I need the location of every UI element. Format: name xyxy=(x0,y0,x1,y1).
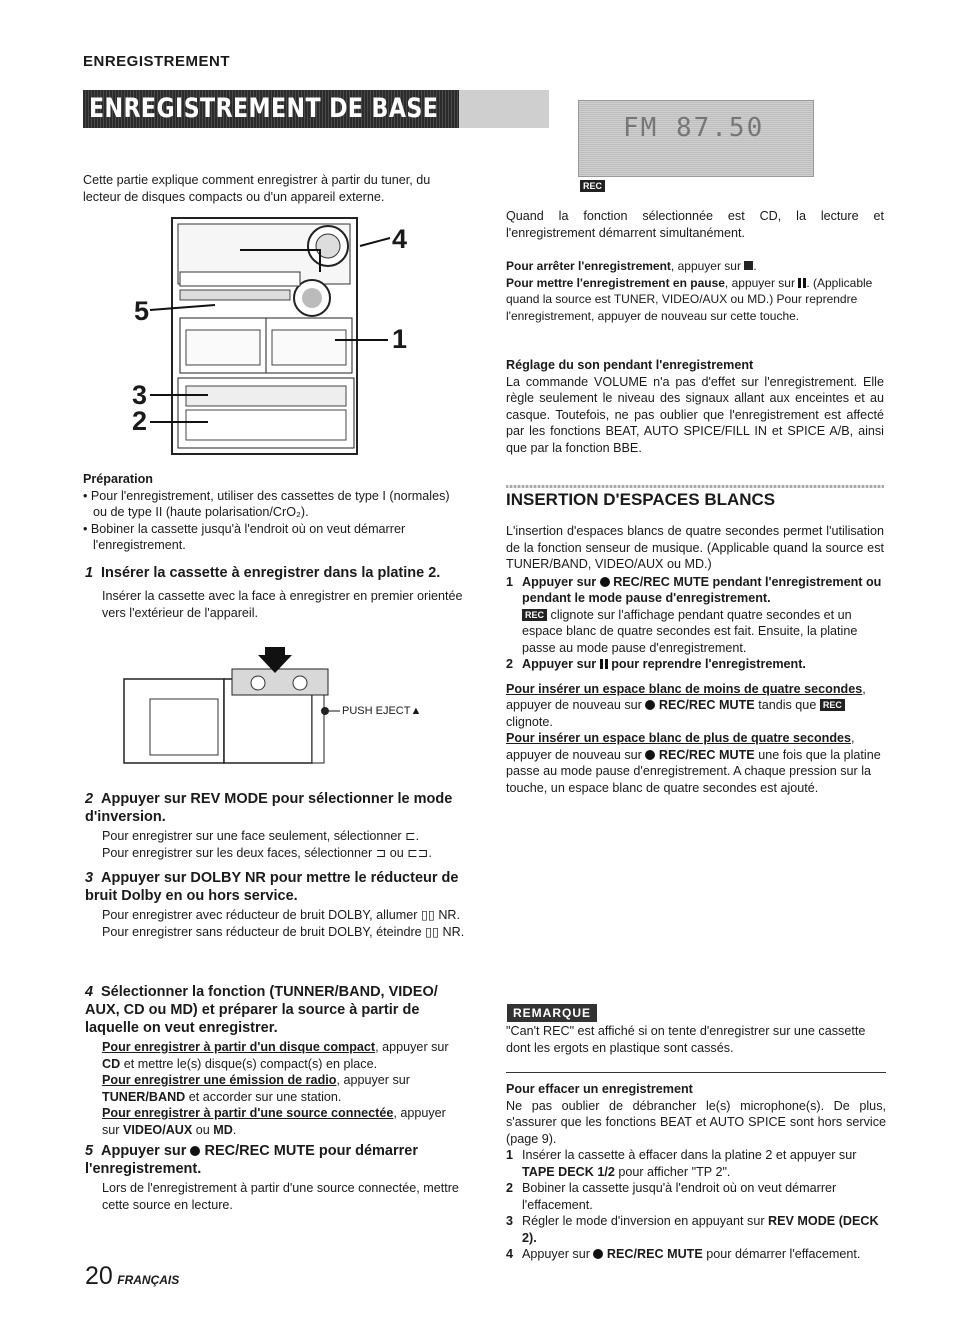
step-number: 2 xyxy=(85,791,94,807)
push-eject-label: PUSH EJECT▲ xyxy=(342,705,422,717)
remarque-badge: REMARQUE xyxy=(507,1004,597,1022)
callout-4: 4 xyxy=(392,224,408,254)
more-link: Pour insérer un espace blanc de plus de quatre secondes xyxy=(506,731,852,745)
record-dot-icon xyxy=(190,1146,200,1156)
preparation-section xyxy=(83,471,465,554)
stop-pause-section: Pour arrêter l'enregistrement, appuyer sur . Pour mettre l'enregistrement en pause, appuyer sur . (Applicable quand la source est TUNER, VIDEO/AUX ou MD.) Pour reprendre l'enregistrement, appuyer de nouveau sur cette touche. xyxy=(506,259,873,323)
pause-icon xyxy=(798,278,806,288)
insertion-section: L'insertion d'espaces blancs de quatre secondes permet l'utilisation de la fonction senseur de musique. (Applicable quand la source est TUNER/BAND, VIDEO/AUX ou MD.) 1 Appuyer sur REC/REC MUTE pendant l'enregistrement ou pendant le mode pause d'enregistrement. REC clignote sur l'affichage pendant quatre secondes et un espace blanc de quatre secondes est fait. Ensuite, la platine passe au mode pause d'enregistrement. 2 Appuyer sur pour reprendre l'enregistrement. Pour insérer un espace blanc de moins de quatre secondes, appuyer de nouveau sur REC/REC MUTE tandis que REC clignote. Pour insérer un espace blanc de plus de quatre secondes, appuyer de nouveau sur REC/REC MUTE une fois que la platine passe au mode pause d'enregistrement. A chaque pression sur la touche, un espace blanc de quatre secondes est ajouté. xyxy=(506,524,884,795)
intro-text: Cette partie explique comment enregistrer à partir du tuner, du lecteur de disques compacts ou d'un appareil externe. xyxy=(83,173,431,204)
stereo-illustration xyxy=(120,210,420,460)
cd-link: Pour enregistrer à partir d'un disque compact xyxy=(102,1040,376,1054)
stereo-drawing xyxy=(120,210,420,460)
step-number: 1 xyxy=(85,565,94,581)
page-number: 20 xyxy=(85,1262,113,1290)
erase-step: 2 Bobiner la cassette jusqu'à l'endroit où on veut démarrer l'effacement. xyxy=(506,1181,837,1212)
erase-heading: Pour effacer un enregistrement xyxy=(506,1082,693,1096)
erase-step: 3 Régler le mode d'inversion en appuyant sur REV MODE (DECK 2). xyxy=(506,1214,879,1245)
rec-indicator: REC xyxy=(522,609,547,621)
divider xyxy=(506,485,884,488)
insertion-intro: L'insertion d'espaces blancs de quatre secondes permet l'utilisation de la fonction senseur de musique. (Applicable quand la source est TUNER/BAND, VIDEO/AUX ou MD.) xyxy=(506,524,884,571)
rec-indicator: REC xyxy=(820,699,845,711)
record-dot-icon xyxy=(593,1249,603,1259)
step-body: Lors de l'enregistrement à partir d'une source connectée, mettre cette source en lecture. xyxy=(102,1181,459,1212)
display-readout: FM 87.50 xyxy=(623,113,765,143)
insertion-step: 1 Appuyer sur REC/REC MUTE pendant l'enregistrement ou pendant le mode pause d'enregistrement. REC clignote sur l'affichage pendant quatre secondes et un espace blanc de quatre secondes est fait. Ensuite, la platine passe au mode pause d'enregistrement. xyxy=(506,574,882,655)
erase-intro: Ne pas oublier de débrancher le(s) microphone(s). De plus, s'assurer que les fonctions BEAT et AUTO SPICE sont hors service (page 9). xyxy=(506,1098,886,1146)
language-label: FRANÇAIS xyxy=(117,1273,180,1287)
step-body-line: Pour enregistrer sur les deux faces, sélectionner ⊐ ou ⊏⊐. xyxy=(102,845,432,860)
insertion-step: 2 Appuyer sur pour reprendre l'enregistrement. xyxy=(506,657,806,671)
volume-body: La commande VOLUME n'a pas d'effet sur l'enregistrement. Elle règle seulement le niveau des signaux allant aux enceintes et au casque. Toutefois, ne pas oublier que l'enregistrement est affecté par les fonctions BEAT, AUTO SPICE/FILL IN et SPICE A/B, ainsi que par la fonction BBE. xyxy=(506,374,884,455)
step-5: 5 Appuyer sur REC/REC MUTE pour démarrer l'enregistrement. Lors de l'enregistrement à partir d'une source connectée, mettre cette source en lecture. xyxy=(85,1142,465,1213)
preparation-bullet: • Pour l'enregistrement, utiliser des cassettes de type I (normales) ou de type II (haute polarisation/CrO₂). xyxy=(83,488,450,519)
step-body-line: Pour enregistrer avec réducteur de bruit DOLBY, allumer ▯▯ NR. xyxy=(102,908,461,922)
step-number: 5 xyxy=(85,1143,94,1159)
stop-icon xyxy=(744,261,753,270)
banner-title: ENREGISTREMENT DE BASE xyxy=(89,93,439,124)
callout-3: 3 xyxy=(132,380,148,410)
preparation-bullet: • Bobiner la cassette jusqu'à l'endroit où on veut démarrer l'enregistrement. xyxy=(83,521,406,552)
callout-1: 1 xyxy=(392,324,408,354)
step-2 xyxy=(85,790,465,861)
display-illustration xyxy=(578,100,814,177)
preparation-heading: Préparation xyxy=(83,472,153,486)
volume-heading: Réglage du son pendant l'enregistrement xyxy=(506,358,754,372)
step-body: Insérer la cassette avec la face à enregistrer en premier orientée vers l'extérieur de l'appareil. xyxy=(102,589,463,620)
remarque-body: "Can't REC" est affiché si on tente d'enregistrer sur une cassette dont les ergots en plastique sont cassés. xyxy=(506,1024,866,1055)
right-intro: Quand la fonction sélectionnée est CD, la lecture et l'enregistrement démarrent simultanément. xyxy=(506,209,884,240)
section-label: ENREGISTREMENT xyxy=(83,53,231,70)
step-title: Appuyer sur REV MODE pour sélectionner le mode d'inversion. xyxy=(85,791,453,825)
callout-5: 5 xyxy=(134,296,150,326)
step-number: 4 xyxy=(85,984,94,1000)
divider xyxy=(506,1072,886,1073)
source-link: Pour enregistrer à partir d'une source connectée xyxy=(102,1106,394,1120)
erase-step: 4 Appuyer sur REC/REC MUTE pour démarrer l'effacement. xyxy=(506,1247,861,1261)
step-title: Sélectionner la fonction (TUNNER/BAND, VIDEO/ AUX, CD ou MD) et préparer la source à partir de laquelle on veut enregistrer. xyxy=(85,984,438,1036)
page-banner xyxy=(83,90,549,128)
rec-indicator: REC xyxy=(580,180,605,192)
step-4: 4 Sélectionner la fonction (TUNNER/BAND, VIDEO/ AUX, CD ou MD) et préparer la source à partir de laquelle on veut enregistrer. Pour enregistrer à partir d'un disque compact, appuyer sur CD et mettre le(s) disque(s) compact(s) en place. Pour enregistrer une émission de radio, appuyer sur TUNER/BAND et accorder sur une station. Pour enregistrer à partir d'une source connectée, appuyer sur VIDEO/AUX ou MD. xyxy=(85,984,449,1137)
step-title: Appuyer sur DOLBY NR pour mettre le réducteur de bruit Dolby en ou hors service. xyxy=(85,870,459,904)
erase-section xyxy=(506,1081,886,1263)
page-footer xyxy=(85,1262,179,1291)
deck-illustration xyxy=(120,645,460,770)
radio-link: Pour enregistrer une émission de radio xyxy=(102,1073,337,1087)
step-3 xyxy=(85,869,465,940)
record-dot-icon xyxy=(600,577,610,587)
step-body-line: Pour enregistrer sur une face seulement, sélectionner ⊏. xyxy=(102,829,420,843)
erase-step: 1 Insérer la cassette à effacer dans la platine 2 et appuyer sur TAPE DECK 1/2 pour afficher "TP 2". xyxy=(506,1148,857,1179)
insertion-heading: INSERTION D'ESPACES BLANCS xyxy=(506,490,776,509)
step-title: Insérer la cassette à enregistrer dans la platine 2. xyxy=(101,565,441,581)
volume-section xyxy=(506,357,884,456)
step-body-line: Pour enregistrer sans réducteur de bruit DOLBY, éteindre ▯▯ NR. xyxy=(102,924,465,939)
less-link: Pour insérer un espace blanc de moins de quatre secondes xyxy=(506,681,863,696)
step-1 xyxy=(85,564,465,621)
record-dot-icon xyxy=(645,750,655,760)
callout-2: 2 xyxy=(132,406,148,436)
record-dot-icon xyxy=(645,700,655,710)
pause-icon xyxy=(600,659,608,669)
step-number: 3 xyxy=(85,870,94,886)
